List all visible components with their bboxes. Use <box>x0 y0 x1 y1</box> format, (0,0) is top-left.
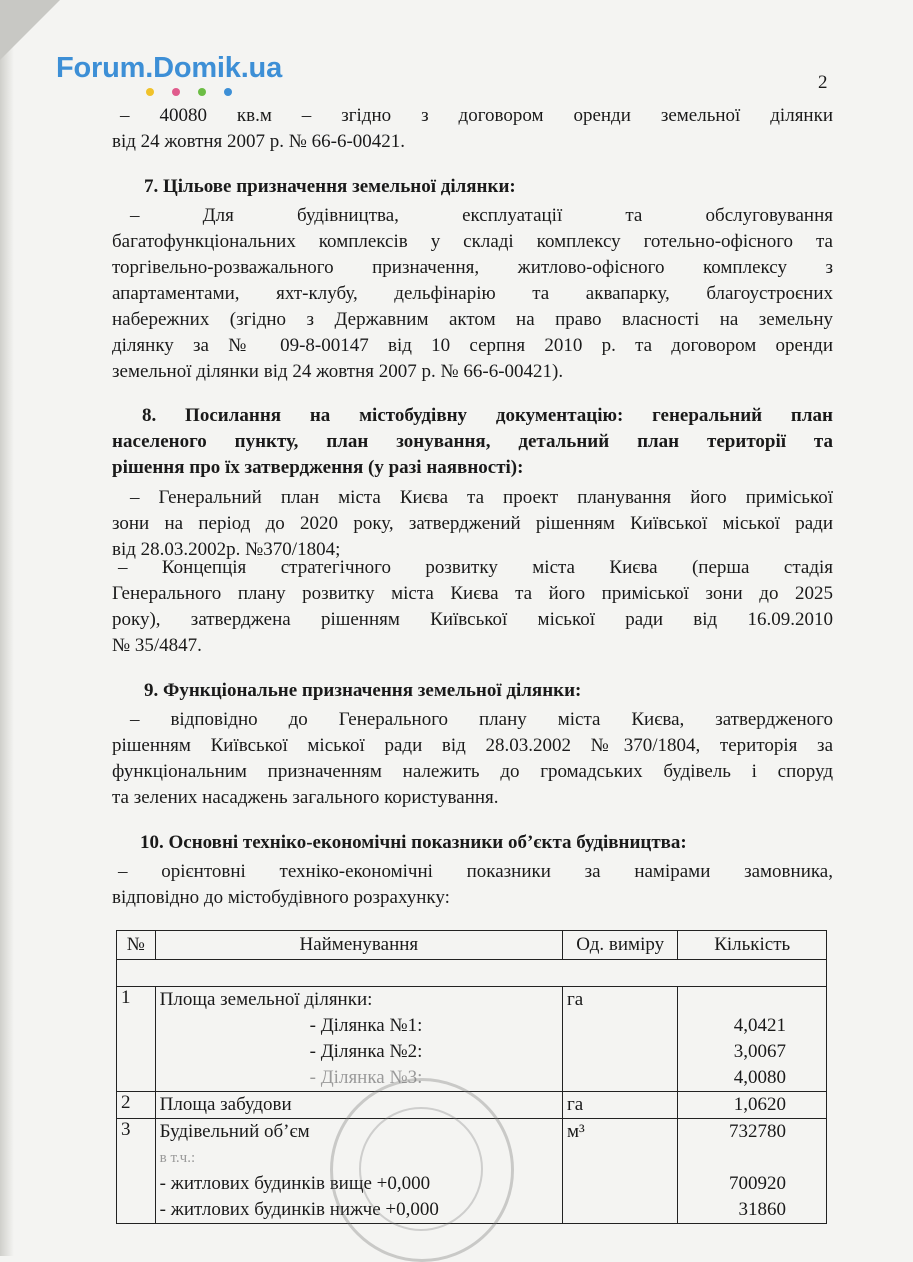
row-quantity: 1,0620 <box>678 1092 827 1119</box>
subitem-quantity: 4,0080 <box>733 1067 786 1088</box>
table-header-row <box>117 931 827 960</box>
folded-corner <box>0 0 60 60</box>
page-number: 2 <box>818 72 828 93</box>
section-8-line: від 28.03.2002р. №370/1804; <box>112 539 341 560</box>
section-7-line: торгівельно-розважального призначення, житлово-офісного комплексу з <box>112 257 833 278</box>
row-number: 1 <box>117 987 156 1092</box>
subitem-label: - житлових будинків нижче +0,000 <box>159 1199 439 1220</box>
header-quantity: Кількість <box>678 931 827 960</box>
row-quantity: 732780 <box>729 1121 786 1142</box>
row-name: Будівельний об’єм <box>159 1121 310 1142</box>
section-8-title: 8. Посилання на містобудівну документацію: генеральний план <box>142 405 833 426</box>
section-8-line: Генерального плану розвитку міста Києва та його приміської зони до 2025 <box>112 583 833 604</box>
watermark-logo: Forum.Domik.ua <box>56 52 282 84</box>
row-unit: га <box>562 1092 677 1119</box>
row-unit: га <box>562 987 677 1092</box>
section-9-line: рішенням Київської міської ради від 28.03.2002 №370/1804, територія за <box>112 735 833 756</box>
watermark-dot <box>172 88 180 96</box>
subitem-label: - Ділянка №2: <box>309 1041 423 1062</box>
section-9-line: та зелених насаджень загального користування. <box>112 787 499 808</box>
row-number: 3 <box>117 1119 156 1224</box>
section-8-line: № 35/4847. <box>112 635 202 656</box>
row-unit: м³ <box>562 1119 677 1224</box>
section-8-line: зони на період до 2020 року, затверджений рішенням Київської міської ради <box>112 513 833 534</box>
section-7-line: апартаментами, яхт-клубу, дельфінарію та аквапарку, благоустроєних <box>112 283 833 304</box>
watermark-dot <box>198 88 206 96</box>
section-7-line: набережних (згідно з Державним актом на право власності на земельну <box>112 309 833 330</box>
watermark-dot <box>224 88 232 96</box>
row-name: Площа земельної ділянки: <box>159 989 373 1010</box>
row-name-cell <box>155 987 562 1092</box>
intro-line: від 24 жовтня 2007 р. № 66-6-00421. <box>112 131 406 152</box>
row-number: 2 <box>117 1092 156 1119</box>
section-8-title: населеного пункту, план зонування, детальний план території та <box>112 431 833 452</box>
section-9-title: 9. Функціональне призначення земельної ділянки: <box>144 680 582 701</box>
subitem-label: - житлових будинків вище +0,000 <box>159 1173 431 1194</box>
section-9-line: – відповідно до Генерального плану міста Києва, затвердженого <box>130 709 833 730</box>
section-7-line: – Для будівництва, експлуатації та обслуговування <box>130 205 833 226</box>
section-10-line: – орієнтовні техніко-економічні показники за намірами замовника, <box>118 861 833 882</box>
subitem-quantity <box>682 1145 786 1171</box>
row-quantity-cell <box>678 987 827 1092</box>
section-7-line: ділянку за № 09-8-00147 від 10 серпня 2010 р. та договором оренди <box>112 335 833 356</box>
section-8-title: рішення про їх затвердження (у разі наявності): <box>112 457 524 478</box>
table-row <box>117 987 827 1092</box>
scan-edge-shadow <box>0 0 14 1256</box>
section-8-line: року), затверджена рішенням Київської міської ради від 16.09.2010 <box>112 609 833 630</box>
row-quantity-cell <box>678 1119 827 1224</box>
section-7-line: багатофункціональних комплексів у складі комплексу готельно-офісного та <box>112 231 833 252</box>
section-9-line: функціональним призначенням належить до громадських будівель і споруд <box>112 761 833 782</box>
section-10-line: відповідно до містобудівного розрахунку: <box>112 887 450 908</box>
watermark-dot <box>146 88 154 96</box>
subitem-label: - Ділянка №3: <box>309 1067 423 1088</box>
watermark-dots <box>146 88 232 96</box>
official-stamp <box>330 1078 514 1262</box>
header-number: № <box>117 931 156 960</box>
section-10-title: 10. Основні техніко-економічні показники об’єкта будівництва: <box>140 832 687 853</box>
stamp-inner-ring <box>359 1107 483 1231</box>
subitem-quantity: 700920 <box>729 1173 786 1194</box>
intro-line: – 40080 кв.м – згідно з договором оренди земельної ділянки <box>120 105 833 126</box>
subitem-label: в т.ч.: <box>159 1150 196 1166</box>
row-name: Площа забудови <box>155 1092 562 1119</box>
section-7-line: земельної ділянки від 24 жовтня 2007 р. № 66-6-00421). <box>112 361 564 382</box>
subitem-quantity: 4,0421 <box>733 1015 786 1036</box>
subitem-label: - Ділянка №1: <box>309 1015 423 1036</box>
header-name: Найменування <box>155 931 562 960</box>
section-8-line: – Концепція стратегічного розвитку міста Києва (перша стадія <box>118 557 833 578</box>
subitem-quantity: 31860 <box>738 1199 786 1220</box>
subitem-quantity: 3,0067 <box>733 1041 786 1062</box>
table-spacer-row <box>117 960 827 987</box>
section-7-title: 7. Цільове призначення земельної ділянки: <box>144 176 516 197</box>
header-unit: Од. виміру <box>562 931 677 960</box>
section-8-line: – Генеральний план міста Києва та проект планування його приміської <box>130 487 833 508</box>
